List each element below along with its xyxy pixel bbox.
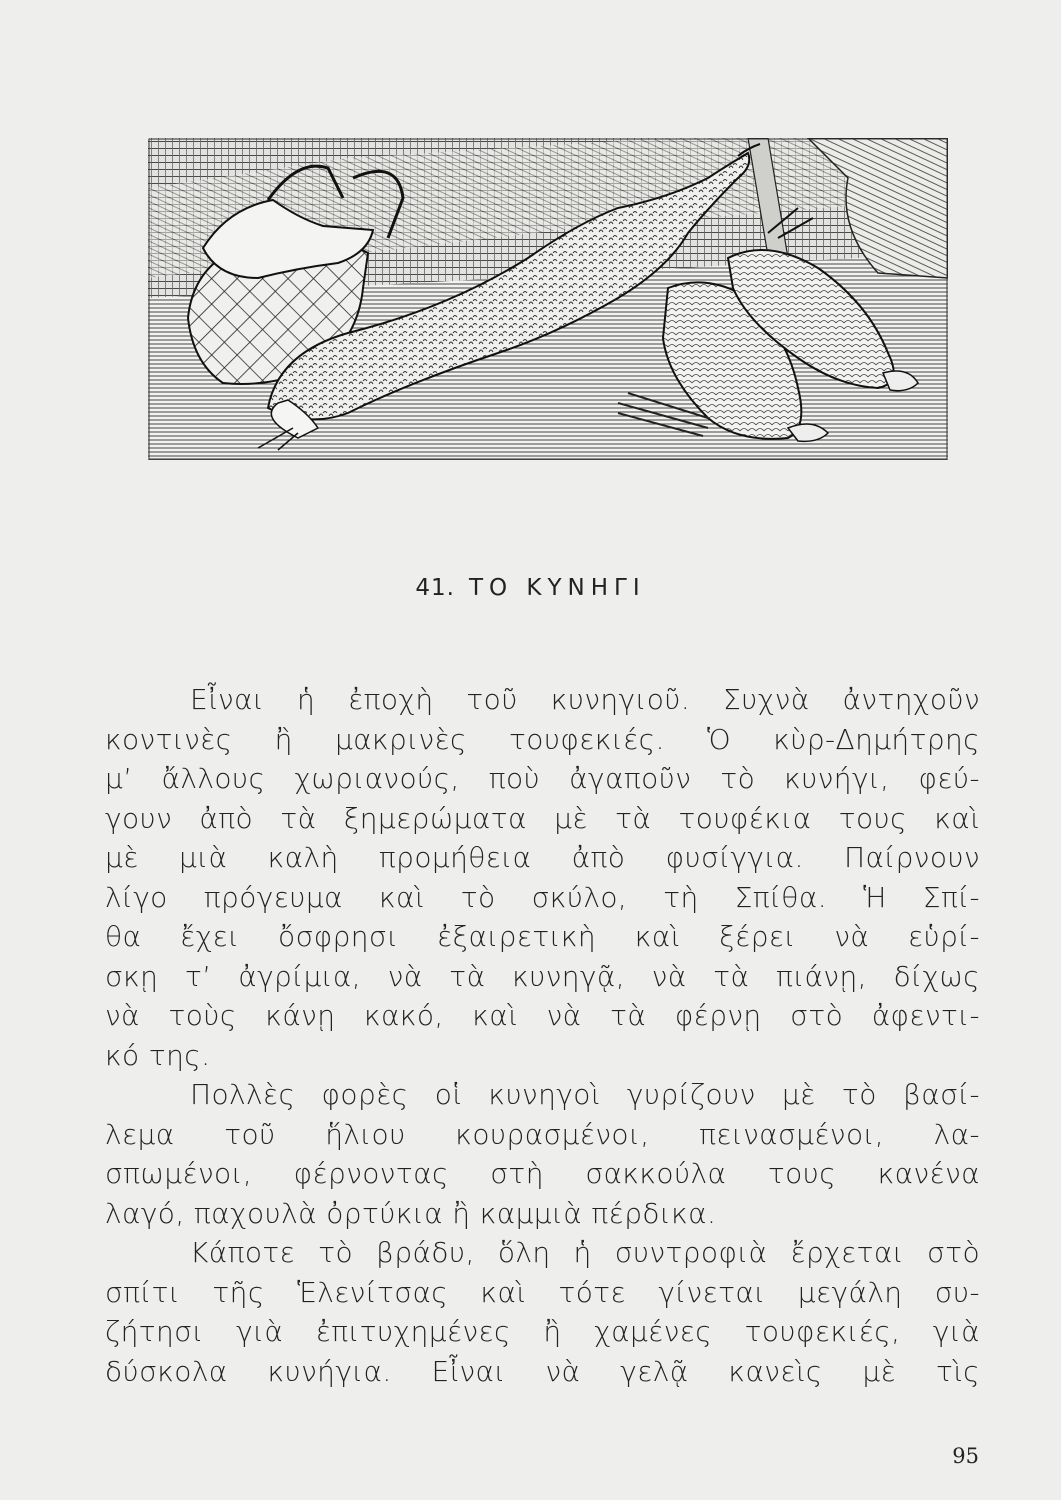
text-line: νὰ τοὺς κάνῃ κακό, καὶ νὰ τὰ φέρνῃ στὸ ἀφεντι- xyxy=(105,999,980,1032)
text-line: θα ἔχει ὄσφρησι ἐξαιρετικὴ καὶ ξέρει νὰ εὑρί- xyxy=(105,920,980,953)
text-line: μ’ ἄλλους χωριανούς, ποὺ ἀγαποῦν τὸ κυνήγι, φεύ- xyxy=(105,762,980,795)
text-line: Κάποτε τὸ βράδυ, ὅλη ἡ συντροφιὰ ἔρχεται στὸ xyxy=(190,1236,980,1269)
text-line: δύσκολα κυνήγια. Εἶναι νὰ γελᾷ κανεὶς μὲ τὶς xyxy=(105,1354,980,1388)
chapter-body-text xyxy=(105,680,980,1391)
text-line: κό της. xyxy=(105,1038,211,1072)
page-number: 95 xyxy=(952,1444,979,1468)
chapter-number: 41. xyxy=(415,575,455,601)
text-line: σκῃ τ’ ἀγρίμια, νὰ τὰ κυνηγᾷ, νὰ τὰ πιάνῃ, δίχως xyxy=(105,959,980,993)
chapter-title: ΤΟ ΚΥΝΗΓΙ xyxy=(468,575,646,601)
text-line: Πολλὲς φορὲς οἱ κυνηγοὶ γυρίζουν μὲ τὸ βασί- xyxy=(190,1078,980,1111)
chapter-heading xyxy=(0,575,1061,601)
text-line: μὲ μιὰ καλὴ προμήθεια ἀπὸ φυσίγγια. Παίρνουν xyxy=(105,841,980,874)
text-line: σπωμένοι, φέρνοντας στὴ σακκούλα τους κανένα xyxy=(105,1157,980,1190)
text-line: κοντινὲς ἢ μακρινὲς τουφεκιές. Ὁ κὺρ-Δημήτρης xyxy=(105,722,980,756)
text-line: Εἶναι ἡ ἐποχὴ τοῦ κυνηγιοῦ. Συχνὰ ἀντηχοῦν xyxy=(190,683,980,716)
text-line: λεμα τοῦ ἥλιου κουρασμένοι, πεινασμένοι, λα- xyxy=(105,1117,980,1151)
text-line: σπίτι τῆς Ἑλενίτσας καὶ τότε γίνεται μεγάλη συ- xyxy=(105,1275,980,1309)
text-line: γουν ἀπὸ τὰ ξημερώματα μὲ τὰ τουφέκια τους καὶ xyxy=(105,801,980,835)
text-line: λαγό, παχουλὰ ὀρτύκια ἢ καμμιὰ πέρδικα. xyxy=(105,1196,717,1230)
hunt-still-life-illustration xyxy=(148,138,948,460)
text-line: ζήτησι γιὰ ἐπιτυχημένες ἢ χαμένες τουφεκιές, γιὰ xyxy=(105,1315,980,1348)
text-line: λίγο πρόγευμα καὶ τὸ σκύλο, τὴ Σπίθα. Ἡ Σπί- xyxy=(105,880,980,914)
